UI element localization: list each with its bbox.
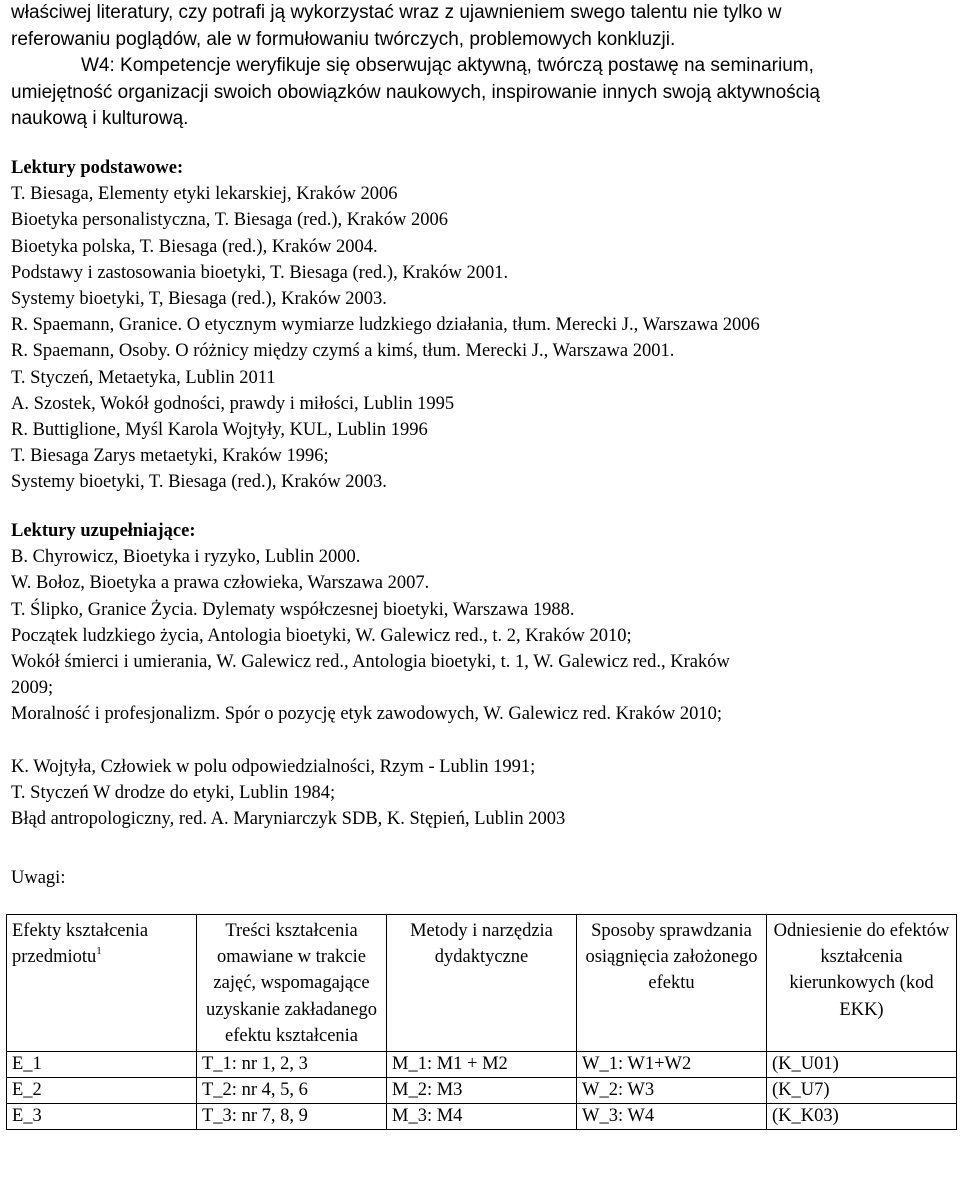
cell-effect: E_1 [7,1052,197,1078]
cell-reference: (K_U7) [767,1078,957,1104]
table-row [7,1052,957,1078]
cell-reference: (K_K03) [767,1104,957,1130]
reading-item: R. Buttiglione, Myśl Karola Wojtyły, KUL, Lublin 1996 [11,420,428,441]
reading-item: T. Styczeń W drodze do etyki, Lublin 1984; [11,782,336,803]
effects-table [6,914,957,1130]
cell-method: M_1: M1 + M2 [387,1052,577,1078]
cell-content: T_2: nr 4, 5, 6 [197,1078,387,1104]
remarks-label: Uwagi: [11,868,66,888]
reading-item: K. Wojtyła, Człowiek w polu odpowiedzialności, Rzym - Lublin 1991; [11,756,536,777]
header-methods: Metody i narzędzia dydaktyczne [387,915,577,1052]
table-row [7,1104,957,1130]
reading-item: Systemy bioetyki, T. Biesaga (red.), Kraków 2003. [11,472,387,493]
intro-line: naukową i kulturową. [11,108,189,129]
table-header-row [7,915,957,1052]
reading-item: Systemy bioetyki, T, Biesaga (red.), Kraków 2003. [11,289,387,310]
reading-item: R. Spaemann, Osoby. O różnicy między czymś a kimś, tłum. Merecki J., Warszawa 2001. [11,341,675,362]
reading-item: R. Spaemann, Granice. O etycznym wymiarze ludzkiego działania, tłum. Merecki J., Warszawa 2006 [11,315,760,336]
reading-item: Błąd antropologiczny, red. A. Maryniarczyk SDB, K. Stępień, Lublin 2003 [11,809,566,830]
cell-verification: W_1: W1+W2 [577,1052,767,1078]
reading-item: Bioetyka polska, T. Biesaga (red.), Kraków 2004. [11,236,378,257]
reading-item: T. Biesaga, Elementy etyki lekarskiej, Kraków 2006 [11,184,398,205]
supplementary-readings [11,518,956,832]
cell-content: T_3: nr 7, 8, 9 [197,1104,387,1130]
basic-readings-heading: Lektury podstawowe: [11,158,184,178]
table-row [7,1078,957,1104]
cell-effect: E_2 [7,1078,197,1104]
cell-method: M_2: M3 [387,1078,577,1104]
reading-item: 2009; [11,678,54,699]
header-verification: Sposoby sprawdzania osiągnięcia założonego efektu [577,915,767,1052]
reading-item: T. Styczeń, Metaetyka, Lublin 2011 [11,367,276,388]
reading-item: B. Chyrowicz, Bioetyka i ryzyko, Lublin 2000. [11,547,361,568]
intro-line: umiejętność organizacji swoich obowiązków naukowych, inspirowanie innych swoją aktywnością [11,81,820,103]
cell-verification: W_2: W3 [577,1078,767,1104]
reading-item: Bioetyka personalistyczna, T. Biesaga (red.), Kraków 2006 [11,210,449,231]
cell-method: M_3: M4 [387,1104,577,1130]
reading-item: W. Bołoz, Bioetyka a prawa człowieka, Warszawa 2007. [11,573,430,594]
cell-content: T_1: nr 1, 2, 3 [197,1052,387,1078]
reading-item: Początek ludzkiego życia, Antologia bioetyki, W. Galewicz red., t. 2, Kraków 2010; [11,625,632,646]
supplementary-readings-list [11,544,956,832]
footnote-marker: 1 [96,945,102,958]
header-contents: Treści kształcenia omawiane w trakcie zajęć, wspomagające uzyskanie zakładanego efektu kształcenia [197,915,387,1052]
reading-item: A. Szostek, Wokół godności, prawdy i miłości, Lublin 1995 [11,393,455,414]
header-reference: Odniesienie do efektów kształcenia kierunkowych (kod EKK) [767,915,957,1052]
intro-line: referowaniu poglądów, ale w formułowaniu twórczych, problemowych konkluzji. [11,28,676,50]
reading-item: Moralność i profesjonalizm. Spór o pozycję etyk zawodowych, W. Galewicz red. Kraków 2010; [11,704,723,725]
reading-item: T. Biesaga Zarys metaetyki, Kraków 1996; [11,446,329,467]
intro-text [11,0,956,133]
spacer [11,728,956,754]
basic-readings-list [11,181,956,495]
header-effects: Efekty kształcenia przedmiotu$^1$ [7,915,197,1052]
cell-effect: E_3 [7,1104,197,1130]
reading-item: T. Ślipko, Granice Życia. Dylematy współczesnej bioetyki, Warszawa 1988. [11,599,575,620]
cell-reference: (K_U01) [767,1052,957,1078]
reading-item: Wokół śmierci i umierania, W. Galewicz red., Antologia bioetyki, t. 1, W. Galewicz red., Kraków [11,652,730,673]
basic-readings [11,155,956,496]
reading-item: Podstawy i zastosowania bioetyki, T. Biesaga (red.), Kraków 2001. [11,262,509,283]
intro-line: W4: Kompetencje weryfikuje się obserwując aktywną, twórczą postawę na seminarium, [81,55,814,76]
supplementary-readings-heading: Lektury uzupełniające: [11,521,196,541]
intro-line: właściwej literatury, czy potrafi ją wykorzystać wraz z ujawnieniem swego talentu nie tylko w [11,2,782,23]
cell-verification: W_3: W4 [577,1104,767,1130]
